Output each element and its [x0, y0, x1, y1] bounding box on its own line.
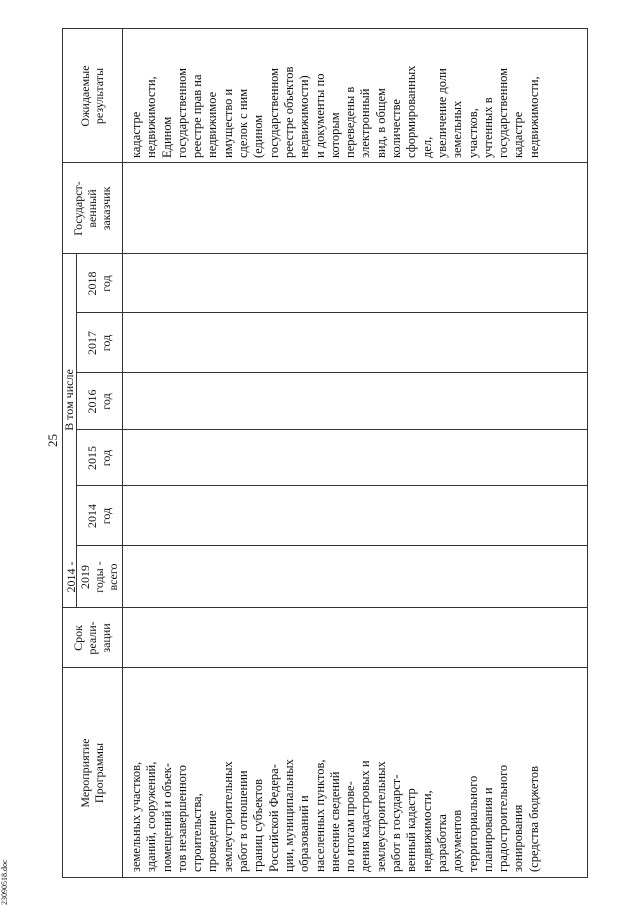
event-line: планирования и [480, 787, 495, 872]
event-line: зонирования [511, 804, 526, 872]
event-line: землеустроительных [220, 761, 235, 872]
page-number: 25 [45, 434, 60, 447]
result-line: реестре объектов [281, 66, 296, 158]
header-customer: Государст- венный заказчик [71, 181, 113, 236]
column-divider [76, 545, 587, 546]
event-line: Российской Федера- [266, 764, 281, 872]
event-line: по итогам прове- [343, 781, 358, 872]
event-line: строительства, [190, 793, 205, 872]
event-line: помещений и объек- [159, 763, 174, 872]
event-line: проведение [205, 810, 220, 872]
event-line: (средства бюджетов [526, 765, 541, 872]
event-line: ции, муниципальных [281, 759, 296, 872]
column-divider [62, 607, 587, 608]
result-line: увеличение доли [434, 68, 449, 158]
result-line: реестре прав на [190, 74, 205, 158]
header-event: Мероприятие Программы [78, 738, 106, 808]
header-year-2017: 2017 год [85, 331, 113, 355]
event-line: градостроительного [496, 764, 511, 872]
event-line: тов незавершенного [174, 765, 189, 872]
column-divider [62, 877, 587, 878]
event-line: образований и [297, 795, 312, 872]
result-line: участков, [465, 108, 480, 158]
event-line: документов [450, 809, 465, 872]
result-line: государственном [496, 67, 511, 158]
result-line: количестве [389, 99, 404, 158]
header-term: Срок реали- зации [71, 621, 113, 655]
header-year-2014: 2014 год [85, 504, 113, 528]
result-line: недвижимости) [297, 75, 312, 158]
document-footer: 23090518.doc [0, 859, 9, 905]
event-line: работ в государст- [389, 774, 404, 872]
event-line: земельных участков, [129, 761, 143, 872]
header-year-2018: 2018 год [85, 271, 113, 296]
table-bottom-border [587, 28, 588, 878]
event-line: границ субъектов [251, 778, 266, 872]
column-divider [62, 28, 587, 29]
header-bottom-border [122, 28, 123, 878]
result-line: кадастре [511, 111, 526, 158]
result-line: электронный [358, 88, 373, 158]
result-line: учтенных в [480, 97, 495, 158]
result-line: Едином [159, 116, 174, 158]
result-line: вид, в общем [373, 88, 388, 158]
result-line: и документы по [312, 73, 327, 158]
result-line: дел, [419, 136, 434, 158]
header-year-2016: 2016 год [85, 389, 113, 414]
column-divider [76, 485, 587, 486]
result-line: недвижимости, [144, 76, 159, 158]
event-description [129, 672, 542, 872]
header-including: В том числе [62, 369, 76, 431]
result-line: которым [327, 112, 342, 158]
result-line: недвижимое [205, 91, 220, 158]
event-line: дения кадастровых и [358, 760, 373, 872]
result-line: государственном [174, 67, 189, 158]
header-total: 2014 - 2019 годы - всего [64, 561, 120, 593]
result-line: сформированных [404, 65, 419, 158]
result-line: государственном [266, 67, 281, 158]
header-results: Ожидаемые результаты [78, 65, 106, 127]
event-line: территориального [465, 775, 480, 872]
column-divider [76, 429, 587, 430]
result-line: сделок с ним [236, 88, 251, 158]
expected-results [129, 30, 542, 158]
event-line: внесение сведений [327, 771, 342, 872]
event-line: зданий, сооружений, [144, 761, 159, 872]
event-line: разработка [434, 814, 449, 872]
event-line: землеустроительных [373, 761, 388, 872]
result-line: кадастре [129, 111, 143, 158]
result-line: (едином [251, 114, 266, 158]
event-line: недвижимости, [419, 790, 434, 872]
event-line: работ в отношении [236, 770, 251, 872]
rotated-table [62, 28, 587, 878]
column-divider [62, 667, 587, 668]
result-line: недвижимости, [526, 76, 541, 158]
column-divider [62, 253, 587, 254]
event-line: венный кадастр [404, 788, 419, 872]
column-divider [76, 372, 587, 373]
header-year-2015: 2015 год [85, 446, 113, 470]
event-line: населенных пунктов, [312, 759, 327, 872]
result-line: земельных [450, 100, 465, 158]
column-divider [76, 312, 587, 313]
result-line: переведены в [343, 86, 358, 158]
result-line: имущество и [220, 88, 235, 158]
column-divider [62, 162, 587, 163]
